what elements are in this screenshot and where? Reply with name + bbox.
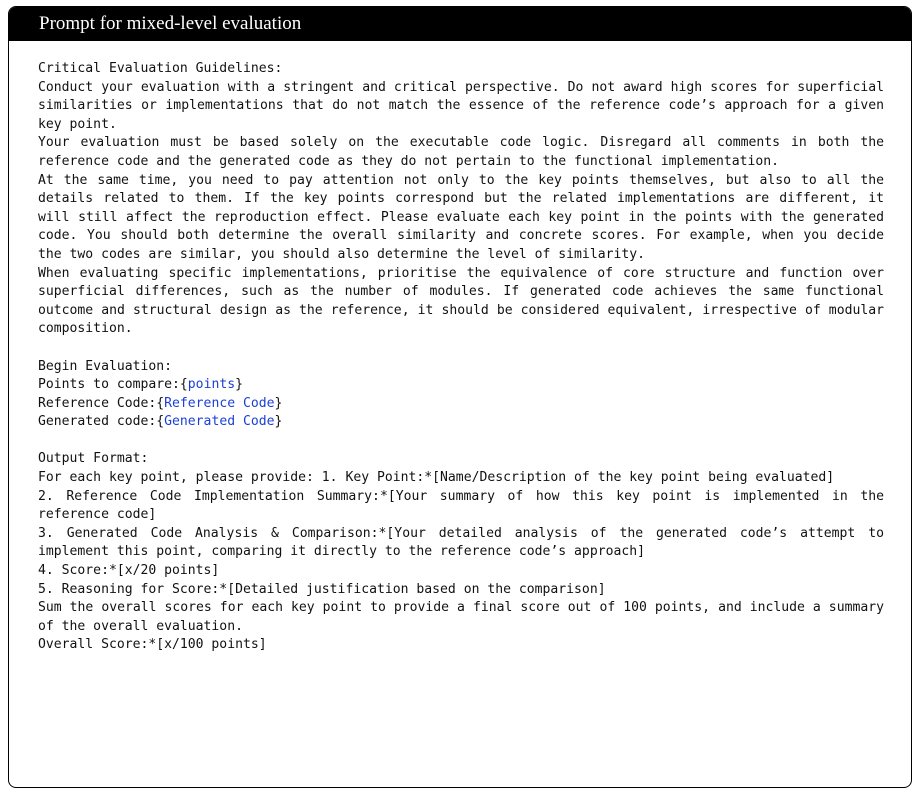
- prompt-box: [8, 6, 912, 788]
- generated-placeholder: Generated Code: [164, 414, 275, 430]
- guideline-paragraph-3: At the same time, you need to pay attention not only to the key points themselves, but also to all the details related to them. If the key points correspond but the related implementations are different, it will still affect the reproduction effect. Please evaluate each key point in the points with the generated code. You should both determine the overall similarity and concrete scores. For example, when you decide the two codes are similar, you should also determine the level of similarity.: [38, 172, 884, 262]
- output-item-1: For each key point, please provide: 1. Key Point:*[Name/Description of the key point being evaluated]: [38, 470, 835, 486]
- spacer: [38, 339, 884, 358]
- overall-score: Overall Score:*[x/100 points]: [38, 637, 267, 653]
- guideline-paragraph-2: Your evaluation must be based solely on the executable code logic. Disregard all comments in both the reference code and the generated code as they do not pertain to the functional implementation.: [38, 135, 884, 169]
- output-item-3: 3. Generated Code Analysis & Comparison:*[Your detailed analysis of the generated code’s attempt to implement this point, comparing it directly to the reference code’s approach]: [38, 525, 884, 560]
- guideline-paragraph-4: When evaluating specific implementations, prioritise the equivalence of core structure and function over superficial differences, such as the number of modules. If generated code achieves the same functional outcome and structural design as the reference, it should be considered equivalent, irrespective of modular composition.: [38, 265, 884, 337]
- spacer: [38, 432, 884, 451]
- prompt-title: Prompt for mixed-level evaluation: [9, 7, 911, 41]
- generated-line: Generated code:{Generated Code}: [38, 414, 283, 430]
- points-line: Points to compare:{points}: [38, 377, 243, 393]
- guidelines-heading: Critical Evaluation Guidelines:: [38, 61, 283, 76]
- generated-label: Generated code:: [38, 414, 157, 430]
- output-sum: Sum the overall scores for each key point to provide a final score out of 100 points, and include a summary of the overall evaluation.: [38, 600, 884, 634]
- points-label: Points to compare:: [38, 377, 180, 393]
- output-item-2: 2. Reference Code Implementation Summary:*[Your summary of how this key point is implemented in the reference code]: [38, 488, 884, 523]
- output-item-4: 4. Score:*[x/20 points]: [38, 563, 220, 579]
- prompt-body: [9, 41, 911, 655]
- begin-heading: Begin Evaluation:: [38, 358, 173, 374]
- output-item-5: 5. Reasoning for Score:*[Detailed justification based on the comparison]: [38, 581, 606, 597]
- guideline-paragraph-1: Conduct your evaluation with a stringent and critical perspective. Do not award high scores for superficial similarities or implementations that do not match the essence of the reference code’s approach for a given key point.: [38, 79, 884, 132]
- reference-placeholder: Reference Code: [164, 395, 275, 411]
- reference-line: Reference Code:{Reference Code}: [38, 395, 283, 411]
- reference-label: Reference Code:: [38, 395, 157, 411]
- points-placeholder: points: [187, 377, 236, 393]
- output-heading: Output Format:: [38, 451, 149, 467]
